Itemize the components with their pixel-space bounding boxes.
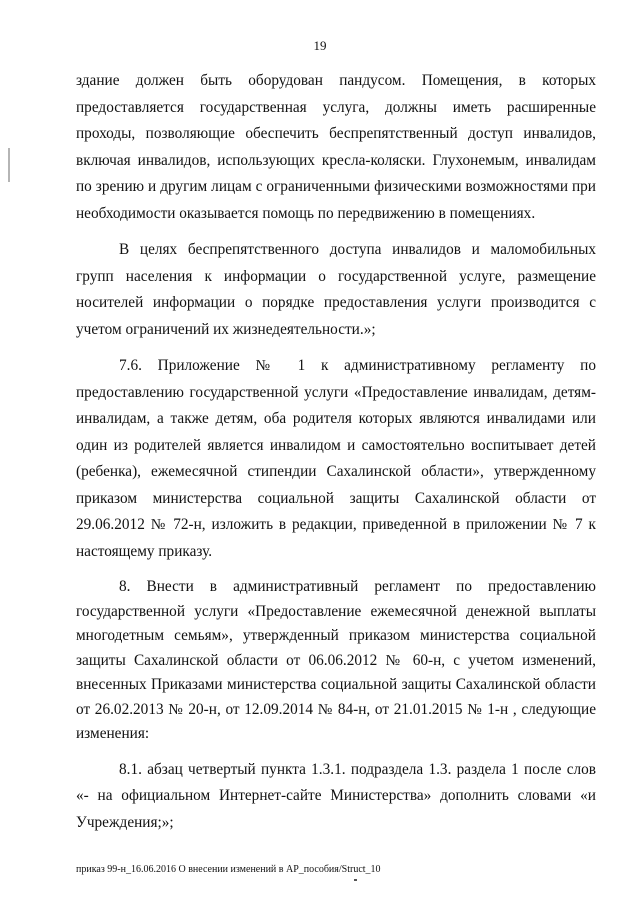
paragraph-item-8-1: 8.1. абзац четвертый пункта 1.3.1. подраздела 1.3. раздела 1 после слов «- на официальном Интернет-сайте Министерства» дополнить словами «и Учреждения;»; xyxy=(76,760,596,831)
paragraph-item-7-6: 7.6. Приложение № 1 к административному регламенту по предоставлению государственной услуги «Предоставление инвалидам, детям-инвалидам, а также детям, оба родителя которых являются инвалидами или один из родителей является инвалидом и самостоятельно воспитывает детей (ребенка), ежемесячной стипендии Сахалинской области», утвержденному приказом министерства социальной защиты Сахалинской области от 29.06.2012 № 72-н, изложить в редакции, приведенной в приложении № 7 к настоящему приказу. xyxy=(76,357,596,560)
document-body xyxy=(76,68,596,846)
scan-dot-mark xyxy=(354,879,357,881)
page-number: 19 xyxy=(313,38,327,53)
scan-edge-mark xyxy=(8,148,10,182)
paragraph-information-access: В целях беспрепятственного доступа инвалидов и маломобильных групп населения к информации о государственной услуге, размещение носителей информации о порядке предоставления услуги производится с учетом ограничений их жизнедеятельности.»; xyxy=(76,241,596,338)
paragraph-ramp-requirements: здание должен быть оборудован пандусом. Помещения, в которых предоставляется государственная услуга, должны иметь расширенные проходы, позволяющие обеспечить беспрепятственный доступ инвалидов, включая инвалидов, использующих кресла-коляски. Глухонемым, инвалидам по зрению и другим лицам с ограниченными физическими возможностями при необходимости оказывается помощь по передвижению в помещениях. xyxy=(76,72,596,222)
paragraph-item-8: 8. Внести в административный регламент по предоставлению государственной услуги «Предоставление ежемесячной денежной выплаты многодетным семьям», утвержденный приказом министерства социальной защиты Сахалинской области от 06.06.2012 № 60-н, с учетом изменений, внесенных Приказами министерства социальной защиты Сахалинской области от 26.02.2013 № 20-н, от 12.09.2014 № 84-н, от 21.01.2015 № 1-н , следующие изменения: xyxy=(76,578,596,742)
document-footer: приказ 99-н_16.06.2016 О внесении изменений в АР_пособия/Struct_10 xyxy=(76,864,381,875)
